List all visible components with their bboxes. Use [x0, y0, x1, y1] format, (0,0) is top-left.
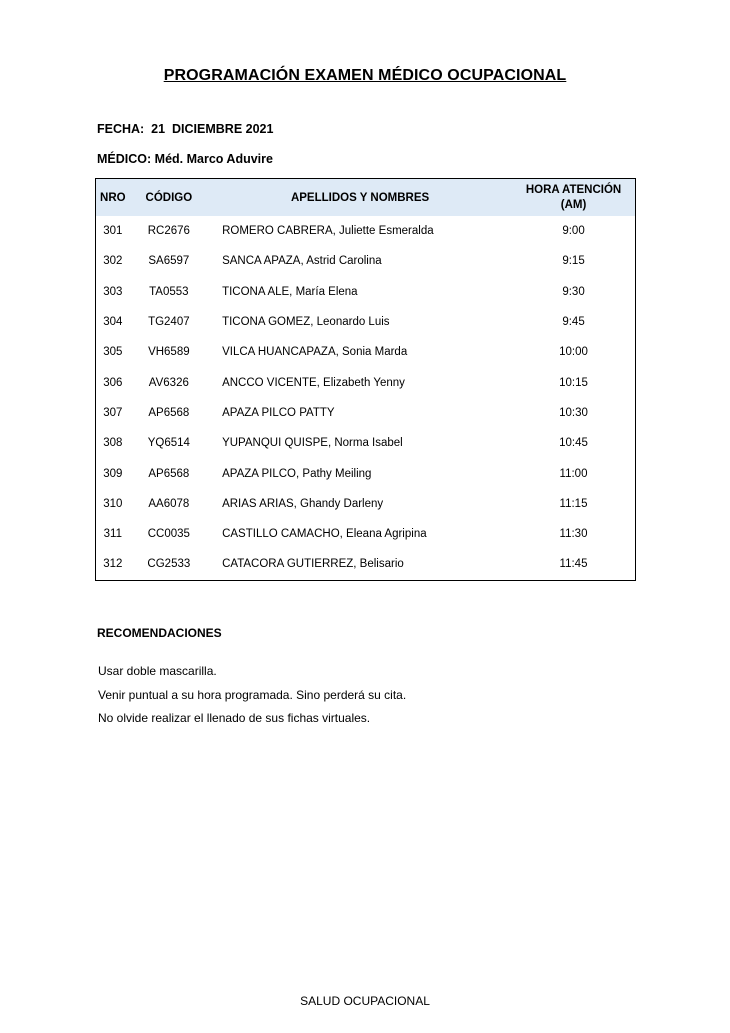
cell-codigo: AP6568 [148, 406, 190, 419]
cell-nro: 307 [103, 406, 123, 419]
table-row [96, 549, 636, 580]
recommendations-list [98, 664, 406, 735]
cell-nro: 301 [103, 225, 123, 238]
table-row [96, 428, 636, 458]
cell-nombre: ARIAS ARIAS, Ghandy Darleny [222, 497, 384, 510]
header-hora-line1: HORA ATENCIÓN [525, 183, 622, 196]
cell-codigo: AA6078 [148, 497, 190, 510]
cell-hora: 11:15 [559, 497, 588, 510]
cell-hora: 10:30 [559, 406, 588, 419]
cell-nro: 302 [103, 255, 123, 268]
cell-nro: 310 [103, 497, 123, 510]
cell-nombre: YUPANQUI QUISPE, Norma Isabel [222, 437, 403, 450]
cell-codigo: VH6589 [148, 346, 190, 359]
header-hora [512, 179, 635, 217]
cell-nombre: CASTILLO CAMACHO, Eleana Agripina [222, 528, 427, 541]
table-body [96, 216, 636, 580]
doctor-line [97, 152, 273, 166]
table-row [96, 398, 636, 428]
schedule-table [95, 178, 636, 581]
cell-nro: 306 [103, 376, 123, 389]
header-hora-line2: (AM) [560, 198, 587, 211]
date-label: FECHA: [97, 122, 145, 136]
cell-codigo: AV6326 [148, 376, 189, 389]
cell-hora: 10:00 [559, 346, 588, 359]
cell-hora: 10:45 [559, 437, 588, 450]
cell-codigo: CG2533 [147, 558, 191, 571]
cell-hora: 9:45 [562, 316, 585, 329]
cell-nro: 311 [103, 528, 122, 541]
header-nro: NRO [96, 179, 130, 217]
header-row [96, 179, 636, 217]
cell-hora: 10:15 [559, 376, 588, 389]
cell-nombre: ROMERO CABRERA, Juliette Esmeralda [222, 225, 434, 238]
cell-nombre: TICONA GOMEZ, Leonardo Luis [222, 316, 390, 329]
cell-hora: 11:30 [559, 528, 588, 541]
table-row [96, 337, 636, 367]
document-title: PROGRAMACIÓN EXAMEN MÉDICO OCUPACIONAL [163, 67, 567, 84]
cell-nro: 312 [103, 558, 123, 571]
table-row [96, 277, 636, 307]
cell-nombre: APAZA PILCO, Pathy Meiling [222, 467, 372, 480]
cell-nro: 305 [103, 346, 123, 359]
cell-hora: 11:00 [559, 467, 588, 480]
date-line [97, 122, 273, 136]
table-row [96, 458, 636, 488]
cell-codigo: RC2676 [147, 225, 190, 238]
table-row [96, 367, 636, 397]
cell-hora: 9:00 [562, 225, 585, 238]
doctor-label: MÉDICO: [97, 152, 152, 166]
cell-nro: 304 [103, 316, 123, 329]
table-row [96, 216, 636, 246]
recommendation-item: No olvide realizar el llenado de sus fichas virtuales. [98, 711, 371, 725]
cell-nombre: VILCA HUANCAPAZA, Sonia Marda [222, 346, 408, 359]
cell-nombre: TICONA ALE, María Elena [222, 285, 358, 298]
table-row [96, 489, 636, 519]
cell-nro: 308 [103, 437, 123, 450]
table-row [96, 519, 636, 549]
cell-codigo: SA6597 [148, 255, 190, 268]
recommendation-item: Usar doble mascarilla. [98, 664, 217, 678]
doctor-value: Méd. Marco Aduvire [154, 152, 273, 166]
cell-nombre: SANCA APAZA, Astrid Carolina [222, 255, 382, 268]
recommendation-item: Venir puntual a su hora programada. Sino perderá su cita. [98, 687, 407, 702]
cell-nro: 309 [103, 467, 123, 480]
table-row [96, 307, 636, 337]
cell-codigo: YQ6514 [147, 437, 190, 450]
cell-nombre: APAZA PILCO PATTY [222, 406, 335, 419]
date-value: 21 DICIEMBRE 2021 [151, 122, 274, 136]
cell-codigo: CC0035 [147, 528, 190, 541]
cell-hora: 11:45 [559, 558, 588, 571]
table-row [96, 246, 636, 276]
cell-nombre: CATACORA GUTIERREZ, Belisario [222, 558, 404, 571]
cell-nombre: ANCCO VICENTE, Elizabeth Yenny [222, 376, 405, 389]
cell-codigo: AP6568 [148, 467, 190, 480]
recommendations-title: RECOMENDACIONES [97, 626, 222, 640]
cell-hora: 9:15 [562, 255, 585, 268]
cell-codigo: TG2407 [148, 316, 190, 329]
table-header [96, 179, 636, 217]
cell-codigo: TA0553 [149, 285, 189, 298]
header-codigo: CÓDIGO [130, 179, 208, 217]
cell-hora: 9:30 [562, 285, 585, 298]
cell-nro: 303 [103, 285, 123, 298]
footer-text: SALUD OCUPACIONAL [300, 994, 430, 1008]
header-nombres: APELLIDOS Y NOMBRES [208, 179, 512, 217]
